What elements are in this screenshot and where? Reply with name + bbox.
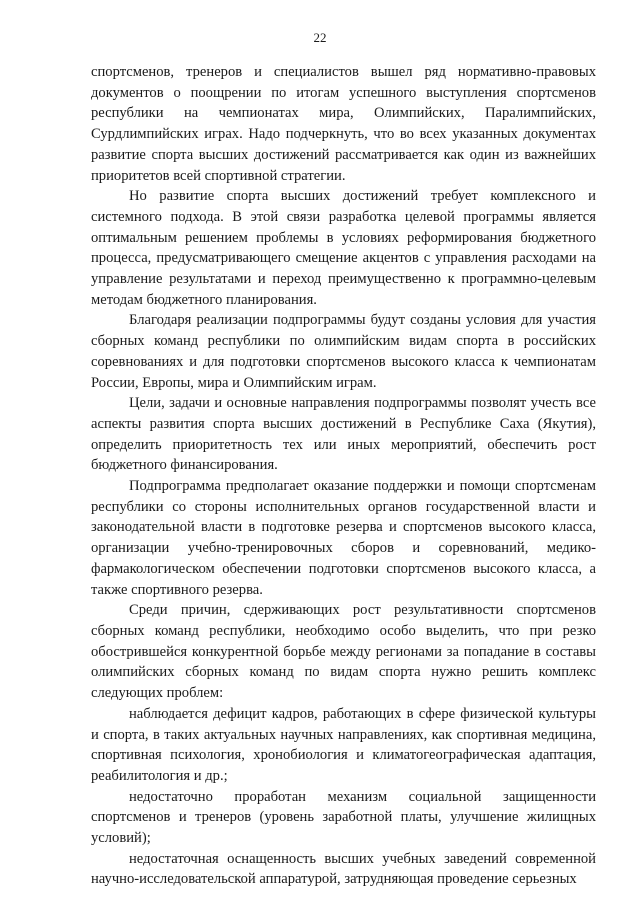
body-text	[91, 62, 596, 890]
page-number: 22	[313, 30, 327, 45]
paragraph-integrated-approach: Но развитие спорта высших достижений требует комплексного и системного подхода. В этой связи разработка целевой программы является оптимальным решением проблемы в условиях реформирования бюджетного процесса, предусматривающего смещение акцентов с управления расходами на управление результатами и переход преимущественно к программно-целевым методам бюджетного планирования.	[91, 188, 596, 308]
list-item-staff-shortage: наблюдается дефицит кадров, работающих в сфере физической культуры и спорта, в таких актуальных научных направлениях, как спортивная медицина, спортивная психология, хронобиология и климатогеографическая адаптация, реабилитология и др.;	[91, 705, 596, 784]
list-item-equipment: недостаточная оснащенность высших учебных заведений современной научно-исследовательской аппаратурой, затрудняющая проведение серьезных	[91, 850, 596, 888]
paragraph-conditions: Благодаря реализации подпрограммы будут созданы условия для участия сборных команд республики по олимпийским видам спорта в российских соревнованиях и для подготовки спортсменов высокого класса к чемпионатам России, Европы, мира и Олимпийским играм.	[91, 312, 596, 391]
list-item-social-protection: недостаточно проработан механизм социальной защищенности спортсменов и тренеров (уровень заработной платы, улучшение жилищных условий);	[91, 788, 596, 847]
paragraph-problems-intro: Среди причин, сдерживающих рост результативности спортсменов сборных команд республики, необходимо особо выделить, что при резко обострившейся конкурентной борьбе между регионами за попадание в составы олимпийских сборных команд по видам спорта нужно решить комплекс следующих проблем:	[91, 602, 596, 702]
paragraph-goals: Цели, задачи и основные направления подпрограммы позволят учесть все аспекты развития спорта высших достижений в Республике Саха (Якутия), определить приоритетность тех или иных мероприятий, обеспечить рост бюджетного финансирования.	[91, 395, 596, 474]
paragraph-continuation: спортсменов, тренеров и специалистов вышел ряд нормативно-правовых документов о поощрении по итогам успешного выступления спортсменов республики на чемпионатах мира, Олимпийских, Паралимпийских, Сурдлимпийских играх. Надо подчеркнуть, что во всех указанных документах развитие спорта высших достижений рассматривается как один из важнейших приоритетов всей спортивной стратегии.	[91, 64, 596, 184]
paragraph-support: Подпрограмма предполагает оказание поддержки и помощи спортсменам республики со стороны исполнительных органов государственной власти и законодательной власти в подготовке резерва и спортсменов высокого класса, организации учебно-тренировочных сборов и соревнований, медико-фармакологическом обеспечении подготовки спортсменов высокого класса, а также спортивного резерва.	[91, 478, 596, 598]
